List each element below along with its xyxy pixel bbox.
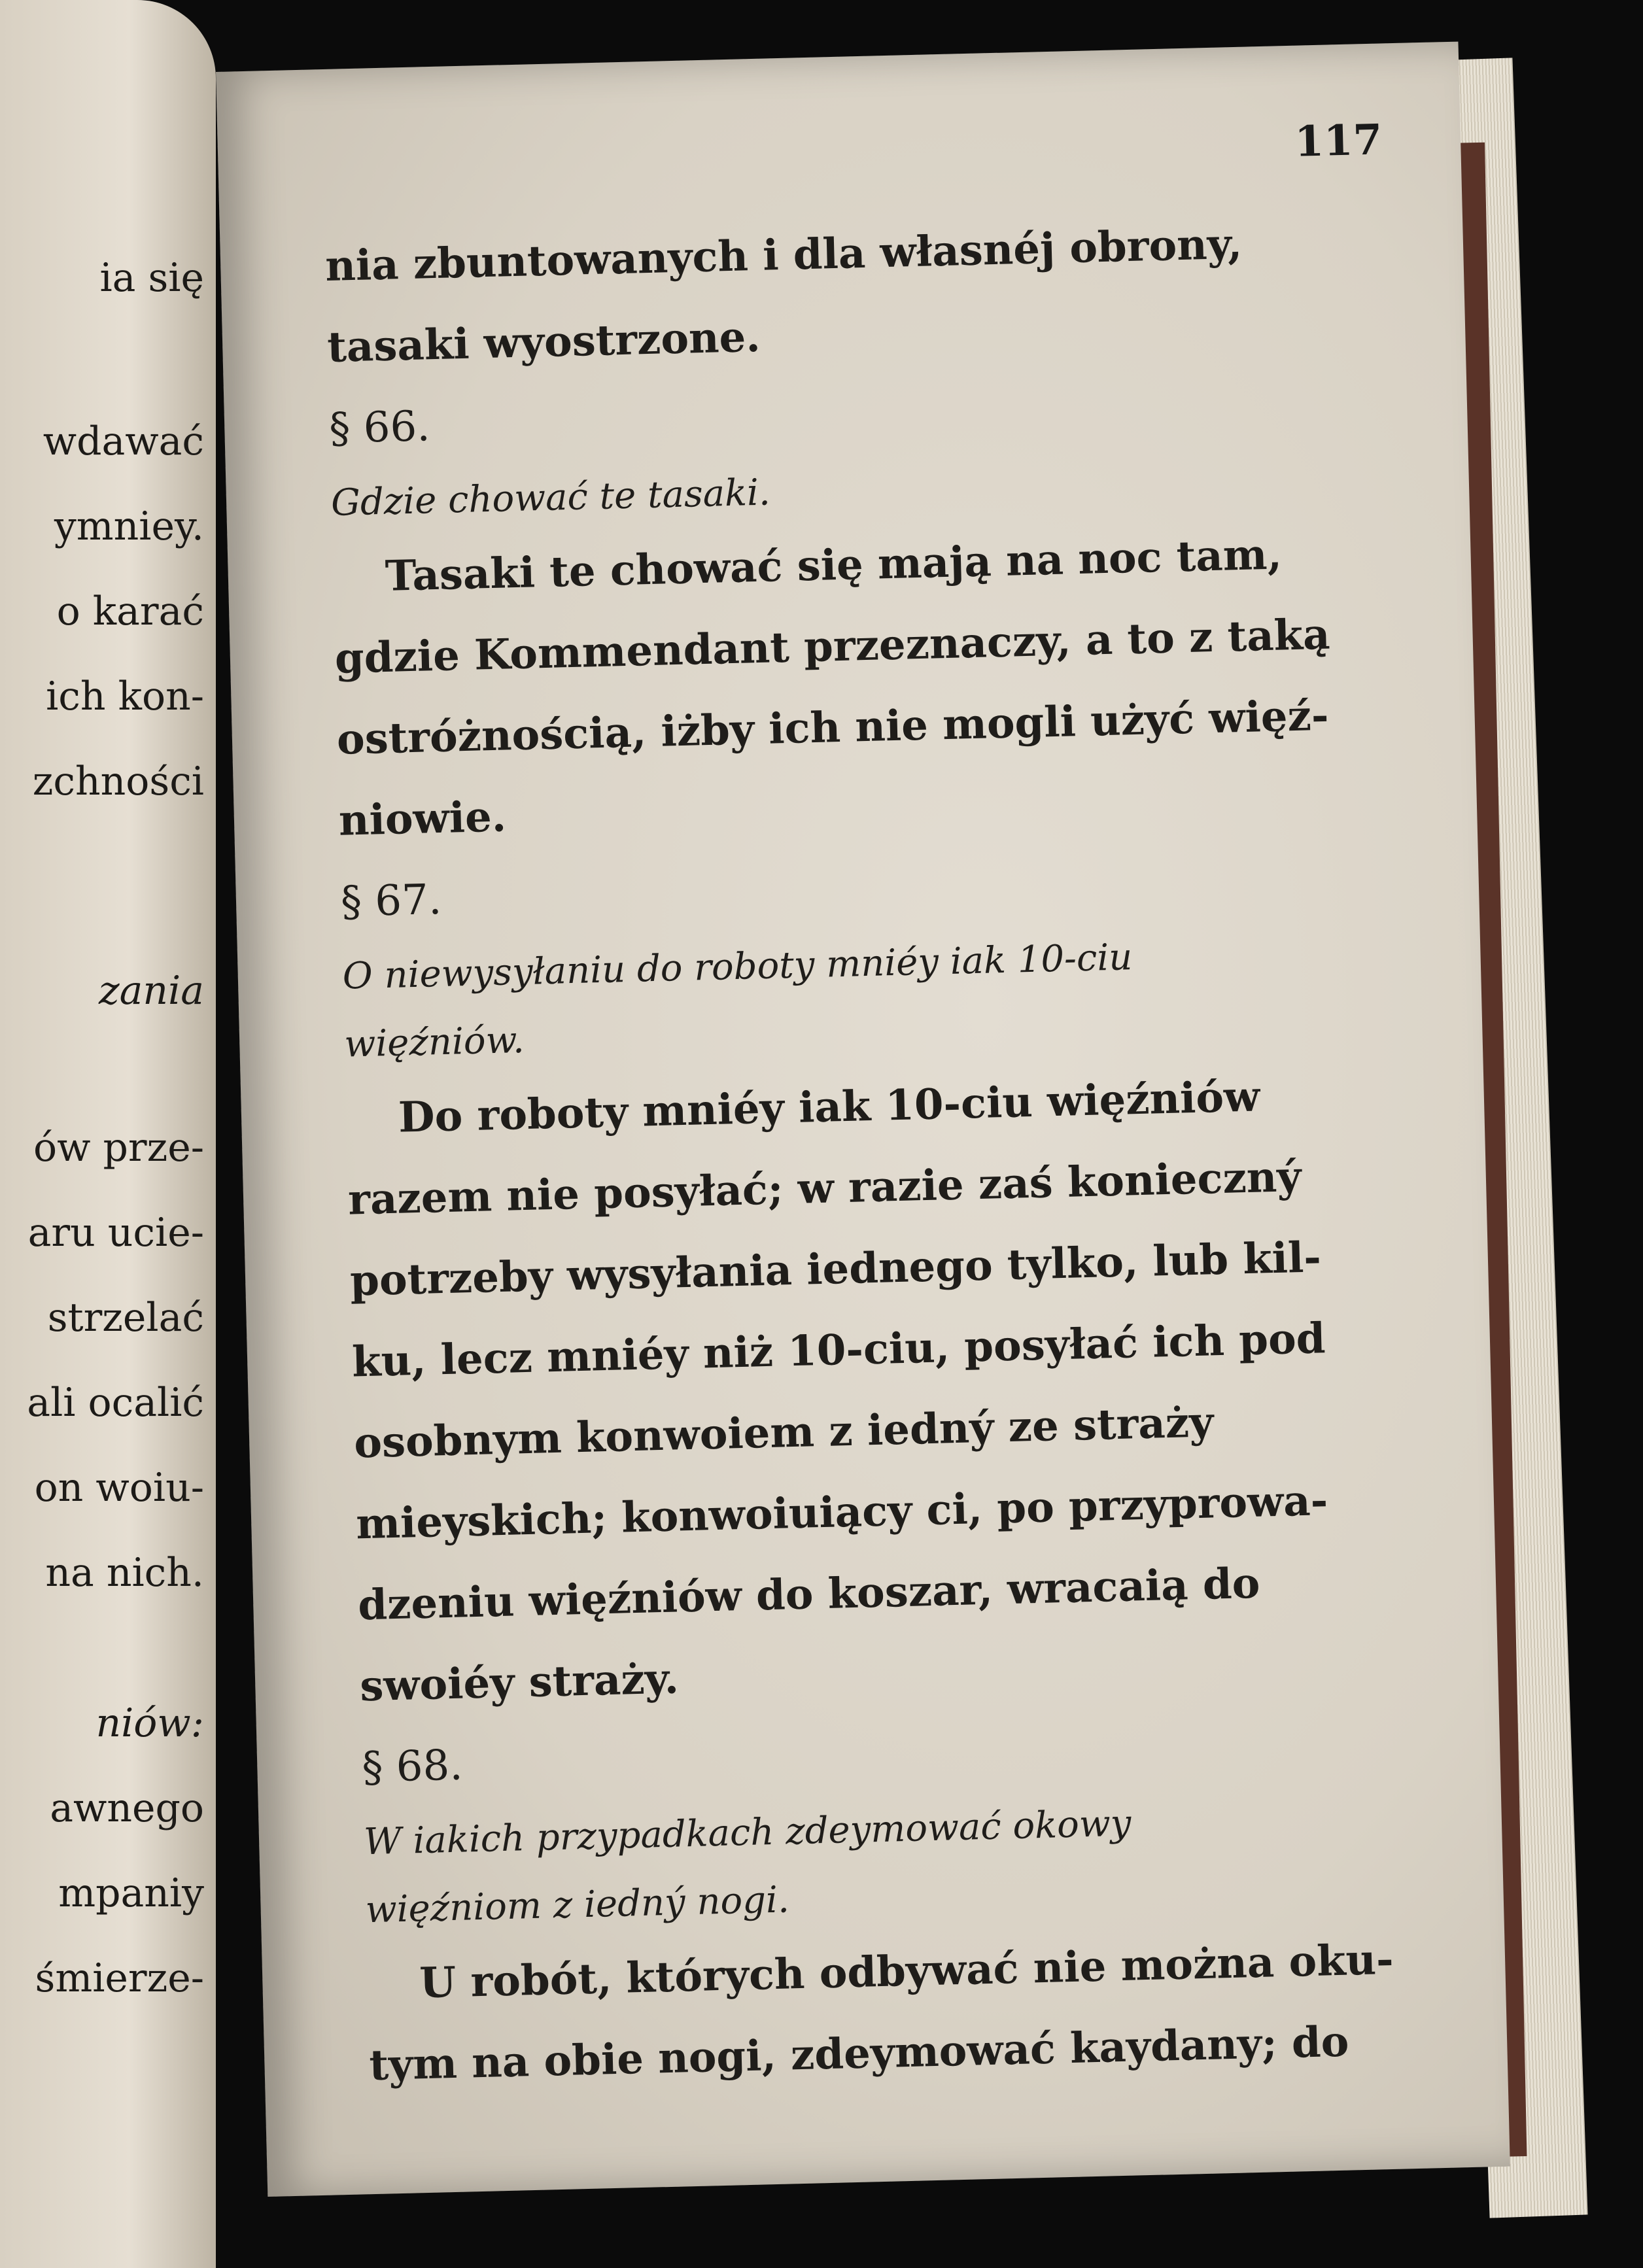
- left-fragment: śmierze-: [35, 1955, 204, 2001]
- text-line: ku, lecz mniéy niż 10-ciu, posyłać ich pod: [351, 1314, 1326, 1387]
- left-fragment: o karać: [56, 589, 204, 634]
- text-line: Tasaki te chować się mają na noc tam,: [385, 530, 1283, 601]
- section-number-66: § 66.: [328, 402, 431, 453]
- text-line: swoiéy straży.: [359, 1654, 680, 1711]
- left-fragment: mpaniy: [58, 1870, 204, 1916]
- text-line: razem nie posyłać; w razie zaś konieczný: [347, 1152, 1302, 1225]
- section-number-68: § 68.: [361, 1741, 464, 1793]
- left-fragment: awnego: [50, 1785, 204, 1831]
- left-fragment: ich kon-: [46, 674, 204, 719]
- left-fragment: wdawać: [43, 419, 204, 464]
- left-fragment: na nich.: [45, 1550, 204, 1596]
- left-page: [0, 0, 216, 2268]
- section-title-68: W iakich przypadkach zdeymować okowy: [363, 1802, 1132, 1864]
- section-title-67: O niewysyłaniu do roboty mniéy iak 10-ciu: [342, 936, 1133, 998]
- left-fragment: aru ucie-: [27, 1210, 204, 1256]
- text-line: potrzeby wysyłania iednego tylko, lub kil-: [349, 1233, 1322, 1306]
- left-fragment: on woiu-: [34, 1465, 204, 1511]
- text-line: tym na obie nogi, zdeymować kaydany; do: [368, 2017, 1350, 2091]
- left-fragment: niów:: [95, 1700, 204, 1746]
- text-line: mieyskich; konwoiuiący ci, po przyprowa-: [355, 1476, 1329, 1549]
- text-line: U robót, których odbywać nie można oku-: [419, 1934, 1394, 2008]
- left-fragment: strzelać: [47, 1295, 204, 1341]
- section-title-68: więźniom z iedný nogi.: [364, 1878, 790, 1932]
- left-fragment: ali ocalić: [27, 1380, 204, 1426]
- left-fragment: zchności: [32, 759, 204, 804]
- page-number: 117: [1294, 115, 1383, 167]
- left-fragment: ia się: [99, 255, 204, 301]
- text-line: niowie.: [338, 792, 507, 846]
- text-line: dzeniu więźniów do koszar, wracaią do: [357, 1558, 1261, 1630]
- text-line: Do roboty mniéy iak 10-ciu więźniów: [398, 1072, 1260, 1143]
- left-fragment: ów prze-: [33, 1125, 204, 1171]
- left-fragment: zania: [99, 968, 204, 1014]
- text-line: nia zbuntowanych i dla własnéj obrony,: [324, 219, 1243, 291]
- left-fragment: ymniey.: [54, 504, 204, 549]
- section-title-66: Gdzie chować te tasaki.: [330, 471, 771, 524]
- text-line: ostróżnością, iżby ich nie mogli użyć więź-: [336, 691, 1330, 765]
- text-line: osobnym konwoiem z iedný ze straży: [353, 1398, 1215, 1468]
- right-page: [216, 42, 1510, 2197]
- section-title-67: więźniów.: [343, 1018, 525, 1066]
- page-text: [324, 199, 1456, 2106]
- section-number-67: § 67.: [340, 875, 443, 927]
- text-line: gdzie Kommendant przeznaczy, a to z taką: [334, 610, 1331, 683]
- text-line: tasaki wyostrzone.: [326, 312, 761, 372]
